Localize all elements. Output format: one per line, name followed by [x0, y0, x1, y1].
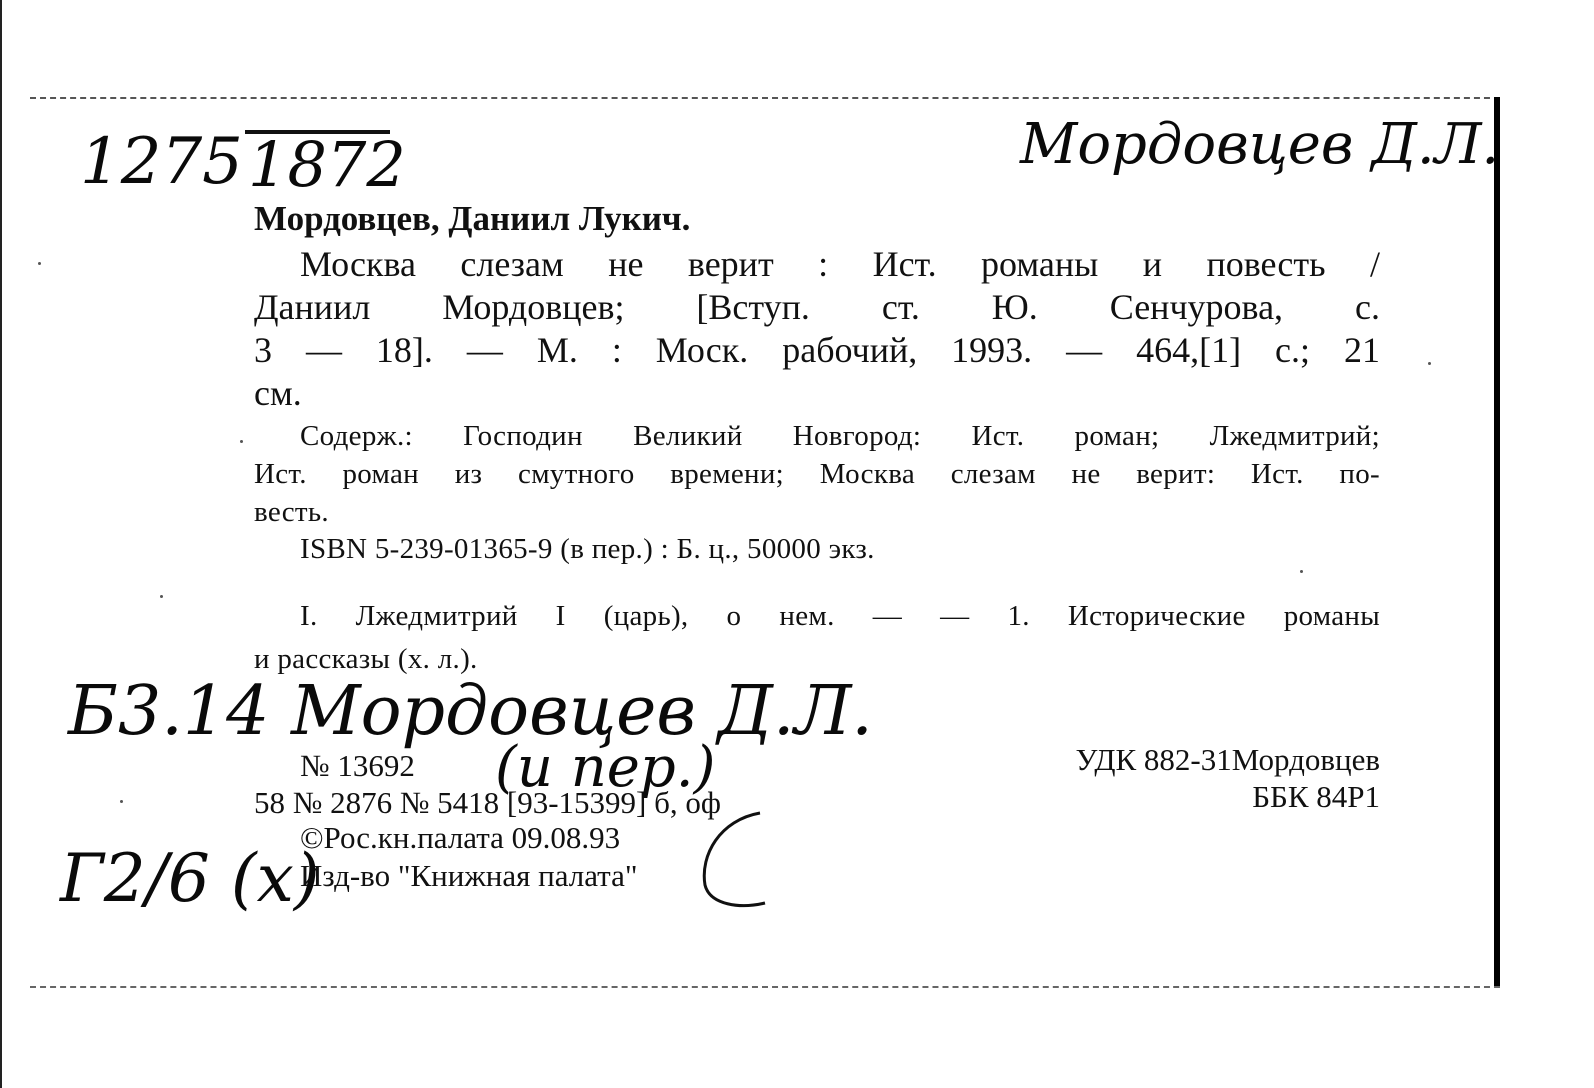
- handwritten-curve: [690, 805, 780, 915]
- inventory-overline: [245, 130, 390, 134]
- binding-note-handwritten: (и пер.): [495, 735, 716, 800]
- bbk-code: ББК 84Р1: [1252, 779, 1380, 814]
- classification-handwritten: Б3.14 Мордовцев Д.Л.: [68, 672, 873, 751]
- shelf-number: 1275: [80, 125, 243, 199]
- scan-speck: [1428, 362, 1431, 365]
- scan-speck: [120, 800, 123, 803]
- subject-line-1: I. Лжедмитрий I (царь), о нем. — — 1. Исторические романы: [300, 600, 1380, 632]
- number-line-3: ©Рос.кн.палата 09.08.93: [300, 820, 621, 855]
- scan-speck: [240, 440, 243, 443]
- card-bottom-border: [30, 986, 1500, 988]
- scan-speck: [38, 262, 41, 265]
- number-line-4: Изд-во "Книжная палата": [300, 858, 638, 893]
- location-code-handwritten: Г2/6 (х): [60, 840, 320, 917]
- subject-line-2: и рассказы (х. л.).: [254, 643, 478, 675]
- isbn-line: ISBN 5-239-01365-9 (в пер.) : Б. ц., 50000 экз.: [300, 533, 875, 565]
- contents-line-2: Ист. роман из смутного времени; Москва слезам не верит: Ист. по-: [254, 458, 1380, 490]
- contents-line-1: Содерж.: Господин Великий Новгород: Ист. роман; Лжедмитрий;: [300, 420, 1380, 452]
- contents-line-3: весть.: [254, 496, 329, 528]
- description-line-4: см.: [254, 373, 302, 413]
- inventory-number: 1872: [248, 128, 406, 201]
- scan-speck: [160, 595, 163, 598]
- scan-speck: [1300, 570, 1303, 573]
- author-heading: Мордовцев, Даниил Лукич.: [254, 199, 691, 238]
- scan-edge: [0, 0, 2, 1088]
- number-line-2: 58 № 2876 № 5418 [93-15399] б, оф: [254, 785, 721, 820]
- number-line-1: № 13692: [300, 748, 415, 783]
- description-line-3: 3 — 18]. — М. : Моск. рабочий, 1993. — 464,[1] с.; 21: [254, 330, 1380, 370]
- card-right-border: [1494, 97, 1500, 987]
- card-top-border: [30, 97, 1500, 99]
- description-line-2: Даниил Мордовцев; [Вступ. ст. Ю. Сенчурова, с.: [254, 287, 1380, 327]
- udk-code: УДК 882-31Мордовцев: [1075, 742, 1380, 777]
- description-line-1: Москва слезам не верит : Ист. романы и повесть /: [300, 244, 1380, 284]
- author-handwritten: Мордовцев Д.Л.: [1020, 112, 1500, 177]
